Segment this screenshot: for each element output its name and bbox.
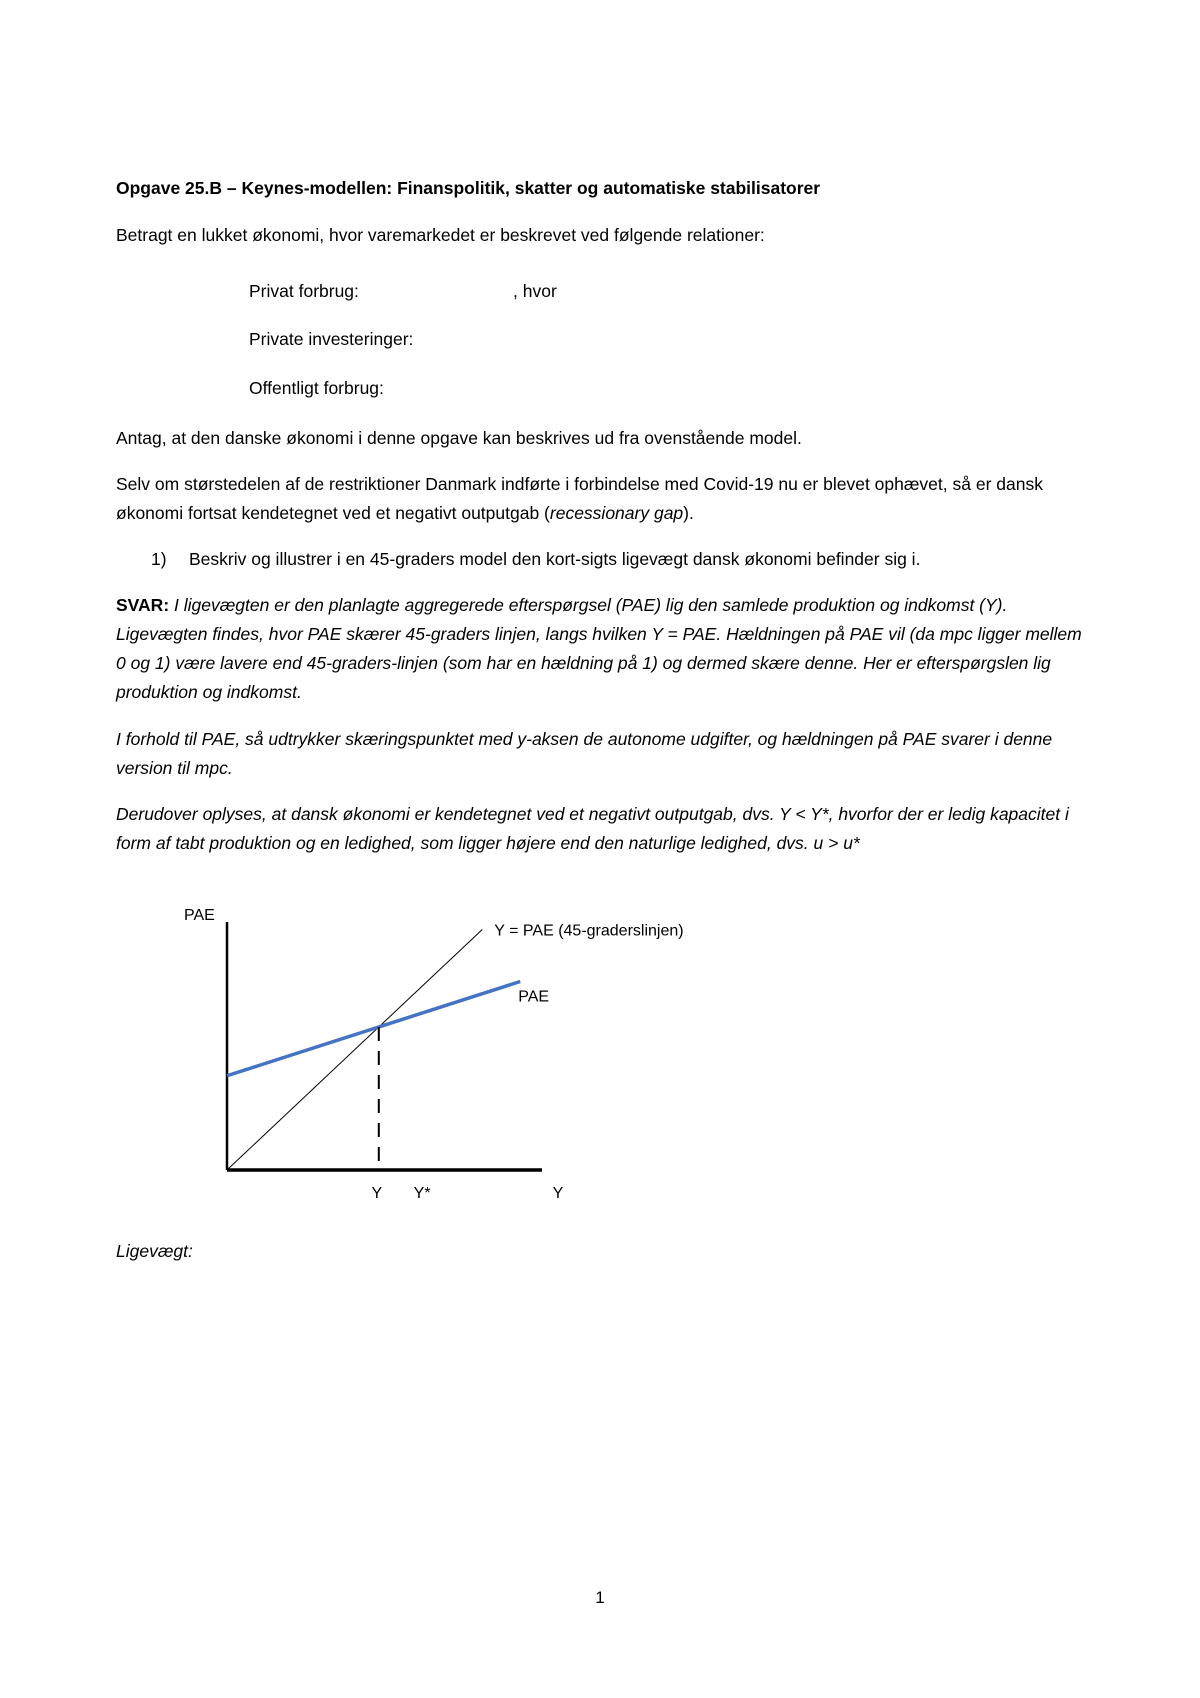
pae-paragraph: I forhold til PAE, så udtrykker skæringspunktet med y-aksen de autonome udgifter, og hældningen på PAE svarer i denne version til mpc. xyxy=(116,729,1053,778)
gap-paragraph: Derudover oplyses, at dansk økonomi er kendetegnet ved et negativt outputgab, dvs. Y < Y*, hvorfor der er ledig kapacitet i form af tabt produktion og en ledighed, som ligger højere end den naturlige ledighed, dvs. u > u* xyxy=(116,804,1069,853)
page-number: 1 xyxy=(595,1588,605,1607)
covid-text-2: ). xyxy=(683,503,694,523)
x-marker-y-star: Y* xyxy=(413,1185,431,1202)
answer-label: SVAR: xyxy=(116,595,170,615)
consumption-label: Privat forbrug: xyxy=(249,281,359,301)
series-line-45-degree xyxy=(227,930,482,1171)
intro-text: Betragt en lukket økonomi, hvor varemarkedet er beskrevet ved følgende relationer: xyxy=(116,225,765,245)
keynes-45-degree-chart xyxy=(150,895,710,1225)
relation-government: Offentligt forbrug: xyxy=(249,378,384,398)
question-1-text: Beskriv og illustrer i en 45-graders model den kort-sigts ligevægt dansk økonomi befinder sig i. xyxy=(189,549,921,569)
relation-investment: Private investeringer: xyxy=(249,329,414,349)
question-1 xyxy=(151,545,1101,574)
series-line-pae xyxy=(227,982,520,1076)
x-axis-label: Y xyxy=(552,1185,564,1202)
answer-text: I ligevægten er den planlagte aggregerede efterspørgsel (PAE) lig den samlede produktion og indkomst (Y). Ligevægten findes, hvor PAE skærer 45-graders linjen, langs hvilken Y = PAE. Hældningen på PAE vil (da mpc ligger mellem 0 og 1) være lavere end 45-graders-linjen (som har en hældning på 1) og dermed skære denne. Her er efterspørgslen lig produktion og indkomst. xyxy=(116,595,1082,702)
answer-paragraph xyxy=(116,591,1096,707)
legend-pae-line: PAE xyxy=(518,988,550,1006)
consumption-suffix: , hvor xyxy=(513,281,557,301)
covid-text-italic: recessionary gap xyxy=(549,503,684,523)
relation-consumption xyxy=(249,277,557,306)
x-marker-y: Y xyxy=(371,1185,383,1202)
legend-45-degree-line: Y = PAE (45-graderslinjen) xyxy=(494,922,684,940)
covid-paragraph xyxy=(116,470,1096,528)
question-1-number: 1) xyxy=(151,549,167,569)
covid-text-1: Selv om størstedelen af de restriktioner Danmark indførte i forbindelse med Covid-19 nu er blevet ophævet, så er dansk økonomi fortsat kendetegnet ved et negativt outputgab ( xyxy=(116,474,1043,523)
exercise-title: Opgave 25.B – Keynes-modellen: Finanspolitik, skatter og automatiske stabilisatorer xyxy=(116,178,821,198)
assumption-text: Antag, at den danske økonomi i denne opgave kan beskrives ud fra ovenstående model. xyxy=(116,428,802,448)
y-axis-label: PAE xyxy=(184,907,215,924)
equilibrium-label: Ligevægt: xyxy=(116,1241,193,1261)
